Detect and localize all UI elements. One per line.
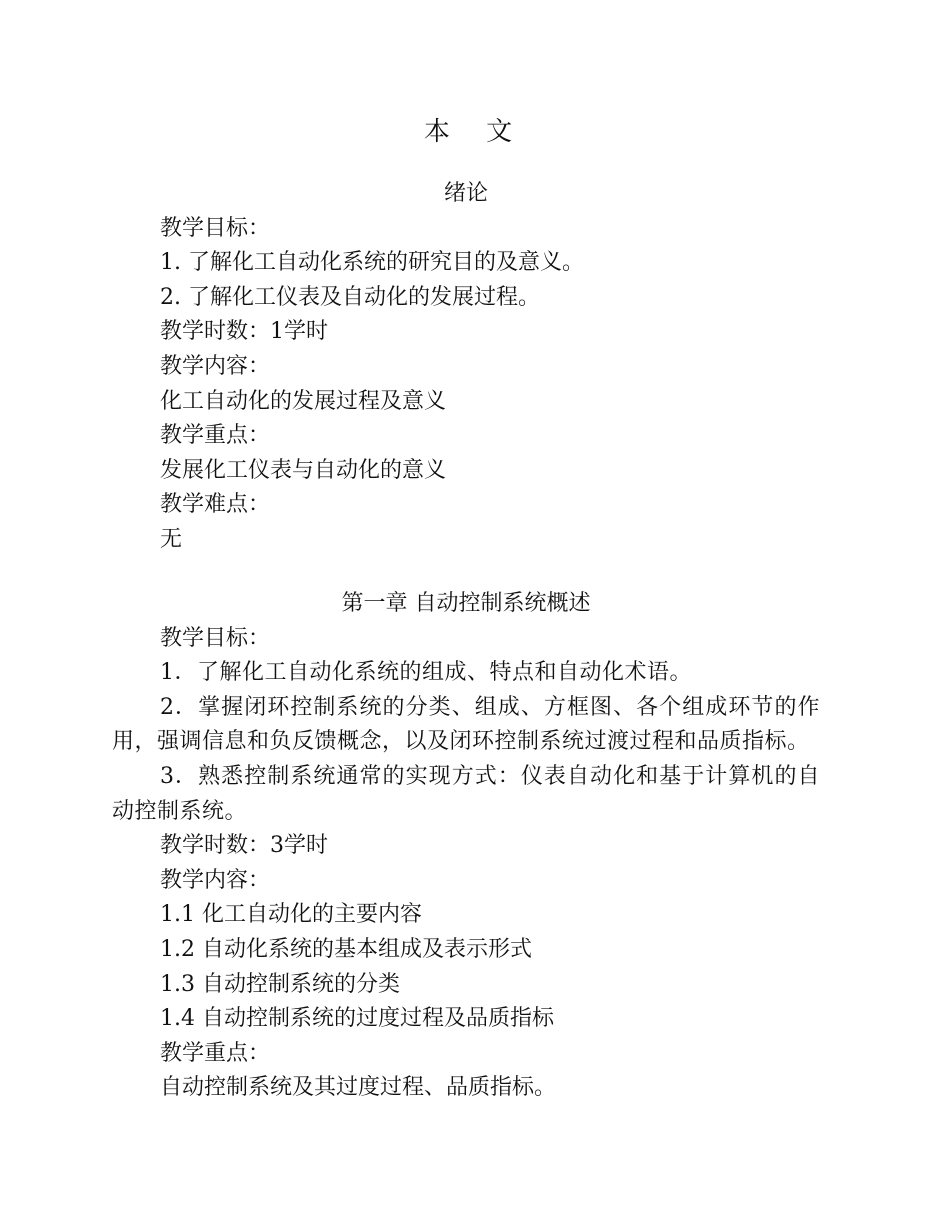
teaching-hours: 教学时数：1学时	[160, 319, 328, 345]
content-label: 教学内容：	[160, 353, 271, 379]
key-point-label: 教学重点：	[160, 423, 271, 449]
content-label: 教学内容：	[160, 867, 271, 893]
teaching-hours: 教学时数：3学时	[160, 833, 328, 859]
objective-item: 1. 了解化工自动化系统的研究目的及意义。	[160, 250, 584, 276]
key-point-label: 教学重点：	[160, 1040, 271, 1066]
content-item: 化工自动化的发展过程及意义	[160, 388, 447, 414]
section-heading-chapter-1: 第一章 自动控制系统概述	[341, 591, 591, 616]
content-item: 1.1 化工自动化的主要内容	[160, 902, 422, 928]
content-item: 1.3 自动控制系统的分类	[160, 971, 400, 997]
objective-item: 1．了解化工自动化系统的组成、特点和自动化术语。	[160, 660, 692, 686]
objective-item: 3．熟悉控制系统通常的实现方式：仪表自动化和基于计算机的自动控制系统。	[112, 763, 820, 824]
objectives-label: 教学目标：	[160, 215, 271, 241]
content-item: 1.2 自动化系统的基本组成及表示形式	[160, 936, 532, 962]
difficulty-label: 教学难点：	[160, 492, 271, 518]
objective-item: 2. 了解化工仪表及自动化的发展过程。	[160, 284, 540, 310]
objective-item: 2．掌握闭环控制系统的分类、组成、方框图、各个组成环节的作用，强调信息和负反馈概念，以及闭环控制系统过渡过程和品质指标。	[112, 694, 820, 755]
section-heading-introduction: 绪论	[443, 181, 488, 206]
key-point-text: 自动控制系统及其过度过程、品质指标。	[160, 1075, 557, 1101]
difficulty-text: 无	[160, 526, 183, 552]
key-point-text: 发展化工仪表与自动化的意义	[160, 457, 447, 483]
content-item: 1.4 自动控制系统的过度过程及品质指标	[160, 1006, 554, 1032]
section-chapter-1	[112, 587, 820, 1106]
objectives-label: 教学目标：	[160, 625, 271, 651]
section-introduction	[112, 177, 820, 558]
document-title: 本 文	[423, 117, 527, 147]
